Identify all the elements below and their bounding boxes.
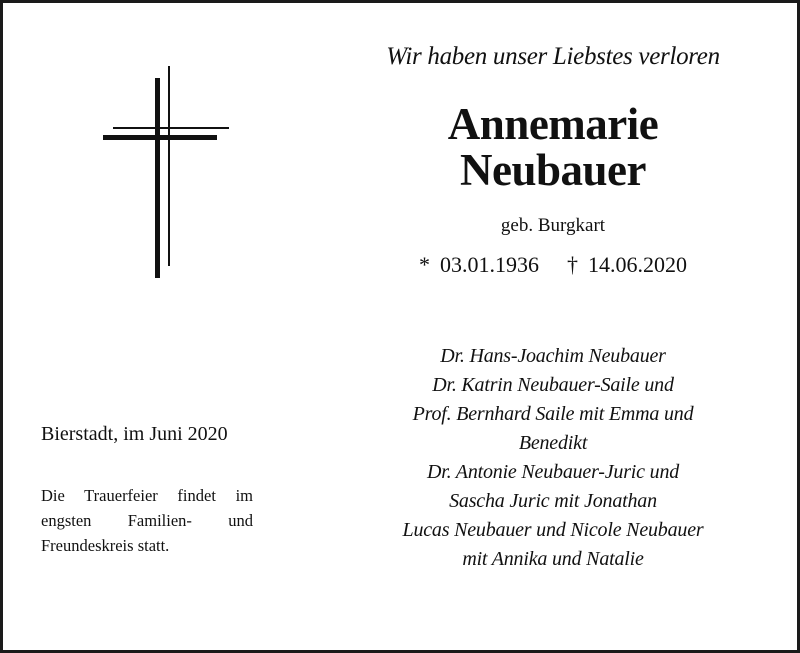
mourner-line: Sascha Juric mit Jonathan [449, 490, 657, 512]
mourner-line: Dr. Antonie Neubauer-Juric und [426, 461, 680, 483]
birth-date: 03.01.1936 [440, 252, 539, 277]
mourner-line: Dr. Hans-Joachim Neubauer [440, 345, 666, 367]
birth-date-group [419, 252, 539, 278]
mourner-line: Prof. Bernhard Saile mit Emma und [412, 403, 694, 425]
birth-symbol: * [419, 252, 430, 277]
mourner-line: Lucas Neubauer und Nicole Neubauer [402, 519, 704, 541]
funeral-note: Die Trauerfeier findet im engsten Familien- und Freundeskreis statt. [41, 486, 253, 555]
last-name: Neubauer [460, 145, 646, 195]
death-date: 14.06.2020 [588, 252, 687, 277]
life-dates [383, 252, 723, 278]
mourner-line: mit Annika und Natalie [462, 548, 644, 570]
mourner-line: Dr. Katrin Neubauer-Saile und [432, 374, 674, 396]
death-date-group [567, 252, 687, 278]
first-name: Annemarie [447, 99, 659, 149]
deceased-name [383, 101, 723, 193]
cross-icon [99, 63, 233, 283]
mourner-line: Benedikt [518, 432, 588, 454]
intro-line: Wir haben unser Liebstes verloren [386, 43, 720, 70]
place-date: Bierstadt, im Juni 2020 [41, 423, 228, 445]
birth-name: geb. Burgkart [500, 215, 606, 236]
mourners-list [375, 342, 731, 574]
death-symbol: † [567, 252, 578, 277]
